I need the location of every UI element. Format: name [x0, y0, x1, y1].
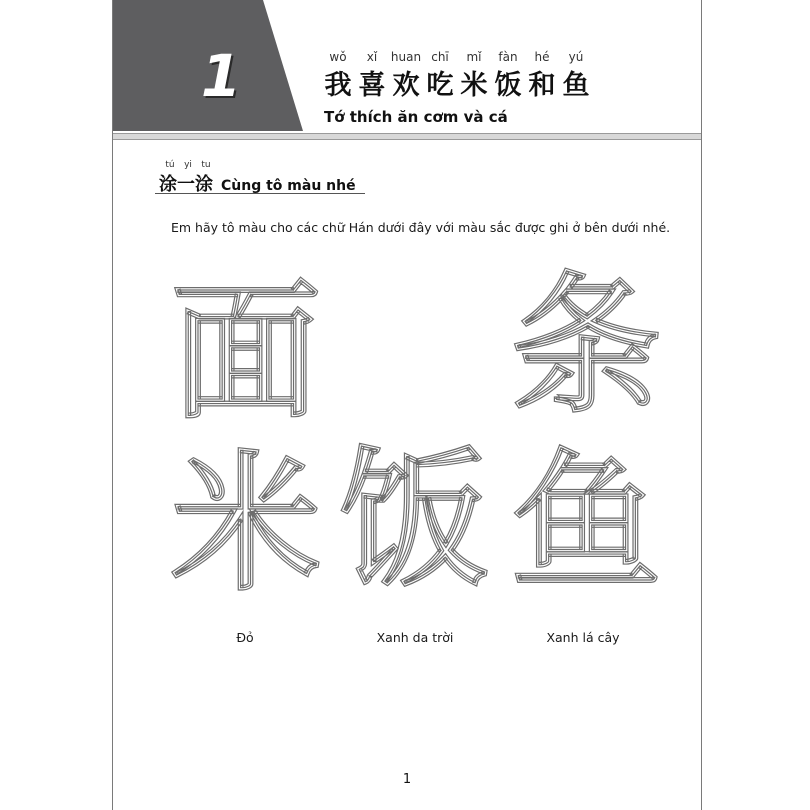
section-pinyin-syllable: tu [201, 160, 211, 170]
title-char: 和 [528, 70, 556, 101]
pinyin-syllable: chī [431, 50, 449, 64]
section-heading [159, 170, 356, 194]
title-char: 鱼 [562, 70, 590, 101]
color-label-red: Đỏ [236, 630, 254, 645]
pinyin-syllable: hé [534, 50, 550, 64]
color-label-sky-blue: Xanh da trời [376, 630, 454, 645]
outline-char-mi[interactable]: 米 [171, 438, 322, 612]
title-char: 我 [324, 70, 352, 101]
chapter-number: 1 [200, 42, 242, 110]
title-char: 欢 [392, 70, 420, 101]
pinyin-syllable: huan [390, 50, 422, 64]
section-underline [155, 193, 365, 194]
pinyin-syllable: yú [568, 50, 584, 64]
outline-char-mian[interactable]: 面 [171, 266, 322, 440]
section-title-vietnamese: Cùng tô màu nhé [221, 178, 356, 194]
title-char: 饭 [494, 70, 522, 101]
section-title-chinese: 涂一涂 [159, 174, 213, 195]
section-pinyin-syllable: yi [184, 160, 192, 170]
page-number: 1 [402, 772, 412, 787]
workbook-page [112, 0, 702, 810]
title-char: 喜 [358, 70, 386, 101]
color-label-green: Xanh lá cây [546, 630, 620, 645]
pinyin-syllable: fàn [498, 50, 518, 64]
pinyin-syllable: wǒ [329, 50, 347, 64]
header-divider [113, 133, 701, 140]
title-char: 吃 [426, 70, 454, 101]
chapter-title-vietnamese: Tớ thích ăn cơm và cá [324, 108, 508, 126]
instruction-text: Em hãy tô màu cho các chữ Hán dưới đây với màu sắc được ghi ở bên dưới nhé. [171, 220, 671, 235]
section-pinyin-syllable: tú [165, 160, 175, 170]
outline-char-tiao[interactable]: 条 [511, 260, 662, 434]
outline-char-yu[interactable]: 鱼 [511, 436, 662, 610]
outline-char-fan[interactable]: 饭 [339, 434, 490, 608]
title-char: 米 [460, 70, 488, 101]
pinyin-syllable: mǐ [466, 50, 482, 64]
pinyin-syllable: xǐ [366, 50, 378, 64]
